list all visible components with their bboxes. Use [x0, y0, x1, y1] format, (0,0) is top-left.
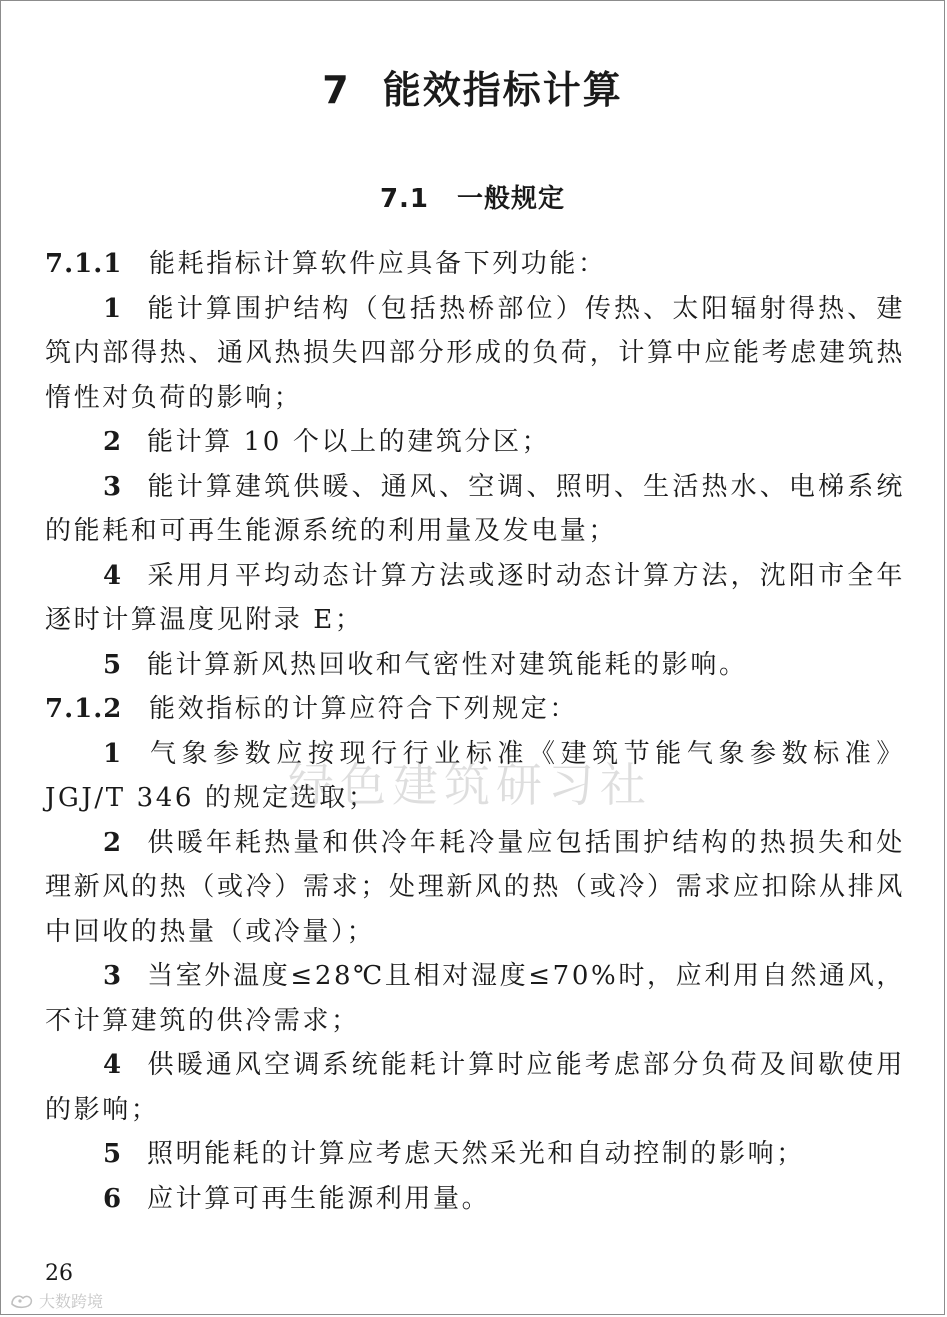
item-number: 6 — [103, 1183, 124, 1214]
list-item — [45, 1132, 905, 1177]
chapter-number: 7 — [322, 68, 351, 112]
item-text: 能计算围护结构（包括热桥部位）传热、太阳辐射得热、建筑内部得热、通风热损失四部分形成的负荷，计算中应能考虑建筑热惰性对负荷的影响； — [45, 293, 905, 413]
item-text: 应计算可再生能源利用量。 — [147, 1183, 491, 1214]
item-text: 能计算新风热回收和气密性对建筑能耗的影响。 — [147, 649, 748, 680]
item-text: 气象参数应按现行行业标准《建筑节能气象参数标准》JGJ/T 346 的规定选取； — [45, 738, 905, 813]
watermark-logo-icon — [9, 1292, 35, 1310]
list-item — [45, 287, 905, 421]
item-number: 5 — [103, 649, 124, 680]
item-text: 能计算 10 个以上的建筑分区； — [147, 427, 551, 457]
chapter-title-text: 能效指标计算 — [382, 68, 623, 112]
list-item — [45, 954, 905, 1043]
item-number: 4 — [103, 560, 124, 591]
list-item — [45, 1043, 905, 1132]
section-title — [1, 178, 944, 215]
item-text: 采用月平均动态计算方法或逐时动态计算方法，沈阳市全年逐时计算温度见附录 E； — [45, 560, 905, 635]
clause-number: 7.1.2 — [45, 694, 123, 724]
list-item — [45, 1177, 905, 1222]
item-number: 4 — [103, 1050, 124, 1080]
watermark: 绿色建筑研习社 — [288, 758, 652, 812]
item-number: 3 — [103, 961, 124, 991]
item-number: 2 — [103, 427, 124, 457]
list-item — [45, 465, 905, 554]
clause-7-1-1 — [45, 242, 905, 287]
list-item — [45, 554, 905, 643]
item-text: 供暖通风空调系统能耗计算时应能考虑部分负荷及间歇使用的影响； — [45, 1050, 905, 1125]
item-text: 能计算建筑供暖、通风、空调、照明、生活热水、电梯系统的能耗和可再生能源系统的利用量及发电量； — [45, 471, 905, 546]
clause-number: 7.1.1 — [45, 249, 123, 279]
list-item — [45, 821, 905, 955]
item-text: 当室外温度≤28℃且相对湿度≤70%时，应利用自然通风，不计算建筑的供冷需求； — [45, 961, 905, 1036]
document-body — [45, 242, 905, 1221]
list-item — [45, 643, 905, 688]
clause-text: 能效指标的计算应符合下列规定： — [149, 694, 579, 724]
list-item — [45, 420, 905, 465]
item-text: 照明能耗的计算应考虑天然采光和自动控制的影响； — [147, 1139, 805, 1169]
item-number: 2 — [103, 827, 124, 858]
item-number: 5 — [103, 1139, 124, 1169]
item-number: 3 — [103, 471, 124, 502]
list-item — [45, 732, 905, 821]
chapter-title — [1, 59, 944, 114]
section-number: 7.1 — [379, 184, 430, 214]
clause-text: 能耗指标计算软件应具备下列功能： — [149, 249, 607, 279]
clause-7-1-2 — [45, 687, 905, 732]
item-number: 1 — [103, 293, 124, 324]
item-number: 1 — [103, 738, 124, 769]
section-title-text: 一般规定 — [457, 184, 566, 214]
item-text: 供暖年耗热量和供冷年耗冷量应包括围护结构的热损失和处理新风的热（或冷）需求；处理新风的热（或冷）需求应扣除从排风中回收的热量（或冷量）； — [45, 827, 905, 947]
page-number: 26 — [45, 1261, 73, 1286]
corner-watermark-text: 大数跨境 — [39, 1292, 104, 1311]
corner-watermark — [9, 1289, 103, 1312]
